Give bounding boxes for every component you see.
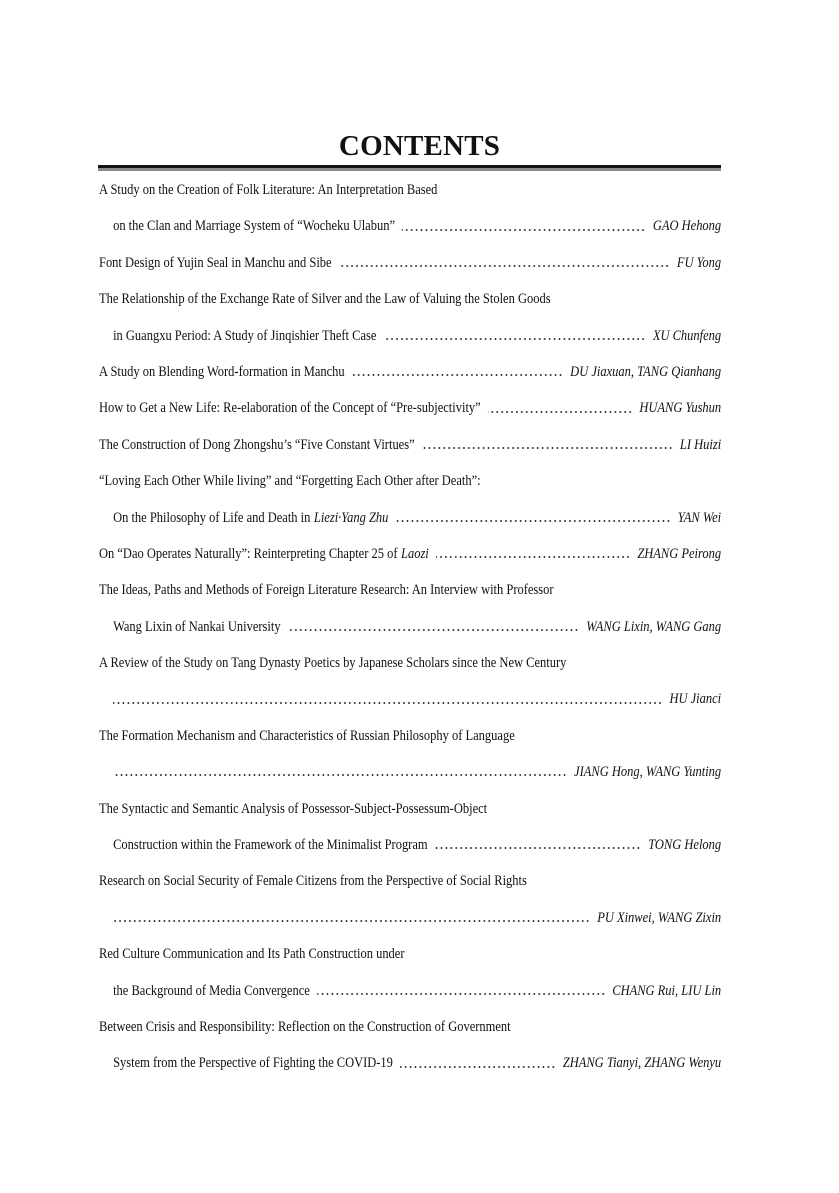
toc-entry[interactable] [99,281,721,354]
toc-entry[interactable] [99,463,721,536]
toc-entry-final-line [99,245,721,281]
toc-entry-author: CHANG Rui, LIU Lin [612,982,722,999]
dot-leader [383,338,645,340]
toc-entry-title: Between Crisis and Responsibility: Reflection on the Construction of Government [99,1018,511,1035]
dot-leader [395,520,670,522]
toc-entry-final-line [99,208,721,244]
toc-entry[interactable] [99,354,721,390]
toc-entry-title-line [99,281,721,317]
toc-entry-title: Research on Social Security of Female Citizens from the Perspective of Social Rights [99,873,527,890]
toc-entry-final-line [99,973,721,1009]
dot-leader [317,993,605,995]
toc-entry-title: How to Get a New Life: Re-elaboration of the Concept of “Pre-subjectivity” [99,400,481,417]
toc-entry[interactable] [99,245,721,281]
dot-leader [402,229,646,231]
toc-entry-author: TONG Helong [648,837,722,854]
toc-entry-title-line [99,172,721,208]
toc-entry-title-line [99,718,721,754]
toc-entry-author: DU Jiaxuan, TANG Qianhang [570,363,722,380]
toc-entry-title: on the Clan and Marriage System of “Wocheku Ulabun” [113,218,395,235]
toc-entry-title-line [99,791,721,827]
toc-entry-title-line [99,572,721,608]
toc-entry-title: Wang Lixin of Nankai University [113,618,281,635]
toc-entry-final-line [99,900,721,936]
toc-entry-title: Font Design of Yujin Seal in Manchu and Sibe [99,254,332,271]
toc-entry-title: Construction within the Framework of the Minimalist Program [113,837,428,854]
toc-entry-final-line [99,390,721,426]
toc-entry-title: The Relationship of the Exchange Rate of Silver and the Law of Valuing the Stolen Goods [99,291,551,308]
toc-entry-final-line [99,318,721,354]
toc-entry-author: HU Jianci [669,691,722,708]
toc-entry-final-line [99,681,721,717]
toc-entry-author: ZHANG Peirong [637,545,722,562]
toc-entry[interactable] [99,427,721,463]
toc-entry[interactable] [99,172,721,245]
toc-entry-title-line [99,936,721,972]
toc-entry[interactable] [99,936,721,1009]
toc-entry-author: XU Chunfeng [652,327,722,344]
toc-entry-author: ZHANG Tianyi, ZHANG Wenyu [562,1055,722,1072]
toc-entry-title: A Study on the Creation of Folk Literature: An Interpretation Based [99,182,438,198]
dot-leader [435,847,642,849]
toc-entry-author: PU Xinwei, WANG Zixin [597,909,722,926]
toc-entry-final-line [99,536,721,572]
dot-leader [352,374,563,376]
title-rule [98,165,721,171]
dot-leader [113,920,590,922]
toc-entry-title: “Loving Each Other While living” and “Forgetting Each Other after Death”: [99,473,481,490]
toc-entry-author: LI Huizi [679,436,722,453]
toc-entry[interactable] [99,791,721,864]
dot-leader [400,1066,556,1068]
toc-entry[interactable] [99,863,721,936]
toc-entry-author: WANG Lixin, WANG Gang [586,618,722,635]
toc-entry-final-line [99,500,721,536]
toc-entry-author: HUANG Yushun [639,400,722,417]
toc-entry-title: The Syntactic and Semantic Analysis of Possessor-Subject-Possessum-Object [99,800,488,817]
toc-entry-title: Red Culture Communication and Its Path Construction under [99,946,405,963]
toc-entry[interactable] [99,645,721,718]
toc-entry-author: FU Yong [676,254,722,271]
toc-entry-italic-title: Liezi·Yang Zhu [313,509,389,526]
toc-entry-title: The Formation Mechanism and Characteristics of Russian Philosophy of Language [99,727,515,744]
toc-entry-title: A Study on Blending Word-formation in Manchu [99,363,345,380]
toc-entry-final-line [99,354,721,390]
toc-entry-title-line [99,1009,721,1045]
toc-entry-final-line [99,827,721,863]
toc-entry-title: On “Dao Operates Naturally”: Reinterpreting Chapter 25 of [99,545,398,562]
toc-entry-title-line [99,863,721,899]
toc-entry-title-line [99,645,721,681]
dot-leader [113,702,662,704]
toc-entry-title: in Guangxu Period: A Study of Jinqishier Theft Case [113,327,377,344]
toc-entry[interactable] [99,390,721,426]
toc-entry-title: System from the Perspective of Fighting the COVID-19 [113,1055,393,1072]
toc-entry-final-line [99,1045,721,1081]
toc-entry-title: The Construction of Dong Zhongshu’s “Five Constant Virtues” [99,436,415,453]
title-rule-thin [98,168,721,171]
toc-entry[interactable] [99,718,721,791]
dot-leader [488,411,633,413]
toc-entry-title: The Ideas, Paths and Methods of Foreign Literature Research: An Interview with Professor [99,582,554,599]
toc-entry-title-line [99,463,721,499]
toc-entry[interactable] [99,572,721,645]
dot-leader [339,265,670,267]
dot-leader [113,774,567,776]
table-of-contents [99,172,721,1082]
toc-entry[interactable] [99,1009,721,1082]
toc-entry-final-line [99,754,721,790]
toc-entry-title: On the Philosophy of Life and Death in [113,509,311,526]
toc-entry-author: GAO Hehong [652,218,722,235]
dot-leader [422,447,673,449]
toc-entry-title: the Background of Media Convergence [113,982,310,999]
page-title: CONTENTS [338,130,501,162]
toc-entry-author: YAN Wei [677,509,722,526]
dot-leader [288,629,580,631]
toc-entry-italic-title: Laozi [401,545,429,562]
toc-entry[interactable] [99,536,721,572]
toc-entry-final-line [99,427,721,463]
toc-entry-author: JIANG Hong, WANG Yunting [574,764,722,781]
toc-entry-final-line [99,609,721,645]
toc-entry-title: A Review of the Study on Tang Dynasty Poetics by Japanese Scholars since the New Century [99,655,567,672]
dot-leader [436,556,630,558]
